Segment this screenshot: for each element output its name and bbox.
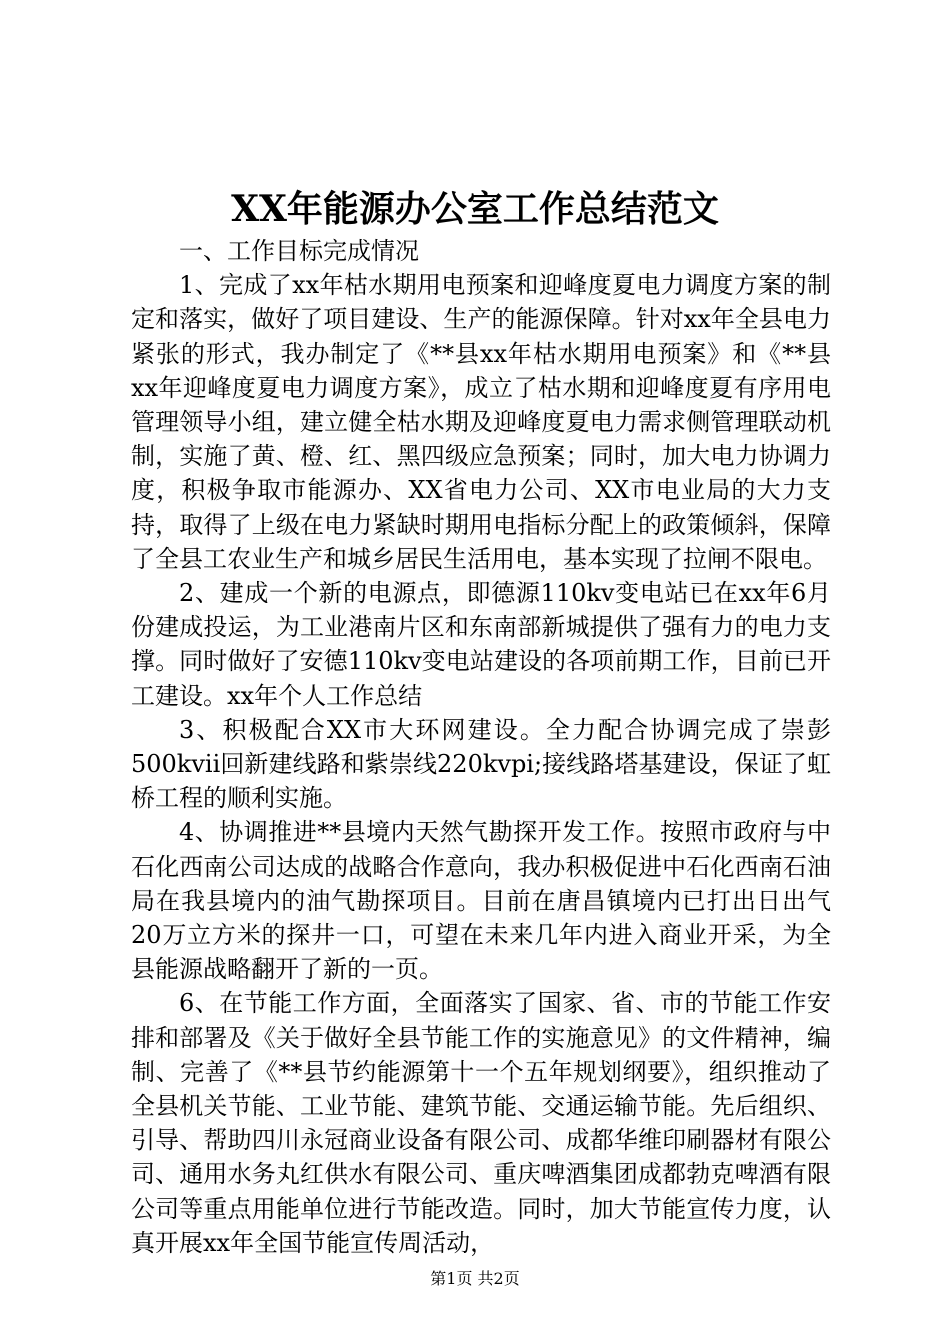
paragraph-5: 6、在节能工作方面，全面落实了国家、省、市的节能工作安排和部署及《关于做好全县节能工作的实施意见》的文件精神，编制、完善了《**县节约能源第十一个五年规划纲要》，组织推动了全县机关节能、工业节能、建筑节能、交通运输节能。先后组织、引导、帮助四川永冠商业设备有限公司、成都华维印刷器材有限公司、通用水务丸红供水有限公司、重庆啤酒集团成都勃克啤酒有限公司等重点用能单位进行节能改造。同时，加大节能宣传力度，认真开展xx年全国节能宣传周活动， [131, 989, 831, 1257]
document-body [131, 234, 831, 1260]
paragraph-4: 4、协调推进**县境内天然气勘探开发工作。按照市政府与中石化西南公司达成的战略合作意向，我办积极促进中石化西南石油局在我县境内的油气勘探项目。目前在唐昌镇境内已打出日出气20万立方米的探井一口，可望在未来几年内进入商业开采，为全县能源战略翻开了新的一页。 [131, 818, 831, 984]
document-title: XX年能源办公室工作总结范文 [231, 188, 719, 230]
paragraph-3: 3、积极配合XX市大环网建设。全力配合协调完成了崇彭500kvii回新建线路和紫崇线220kvpi;接线路塔基建设，保证了虹桥工程的顺利实施。 [131, 715, 831, 813]
page-footer: 第1页 共2页 [430, 1269, 520, 1288]
paragraph-2: 2、建成一个新的电源点，即德源110kv变电站已在xx年6月份建成投运，为工业港南片区和东南部新城提供了强有力的电力支撑。同时做好了安德110kv变电站建设的各项前期工作，目前已开工建设。xx年个人工作总结 [131, 579, 831, 710]
paragraph-1: 1、完成了xx年枯水期用电预案和迎峰度夏电力调度方案的制定和落实，做好了项目建设、生产的能源保障。针对xx年全县电力紧张的形式，我办制定了《**县xx年枯水期用电预案》和《**县xx年迎峰度夏电力调度方案》，成立了枯水期和迎峰度夏有序用电管理领导小组，建立健全枯水期及迎峰度夏电力需求侧管理联动机制，实施了黄、橙、红、黑四级应急预案；同时，加大电力协调力度，积极争取市能源办、XX省电力公司、XX市电业局的大力支持，取得了上级在电力紧缺时期用电指标分配上的政策倾斜，保障了全县工农业生产和城乡居民生活用电，基本实现了拉闸不限电。 [131, 271, 831, 573]
section-heading: 一、工作目标完成情况 [179, 237, 419, 265]
